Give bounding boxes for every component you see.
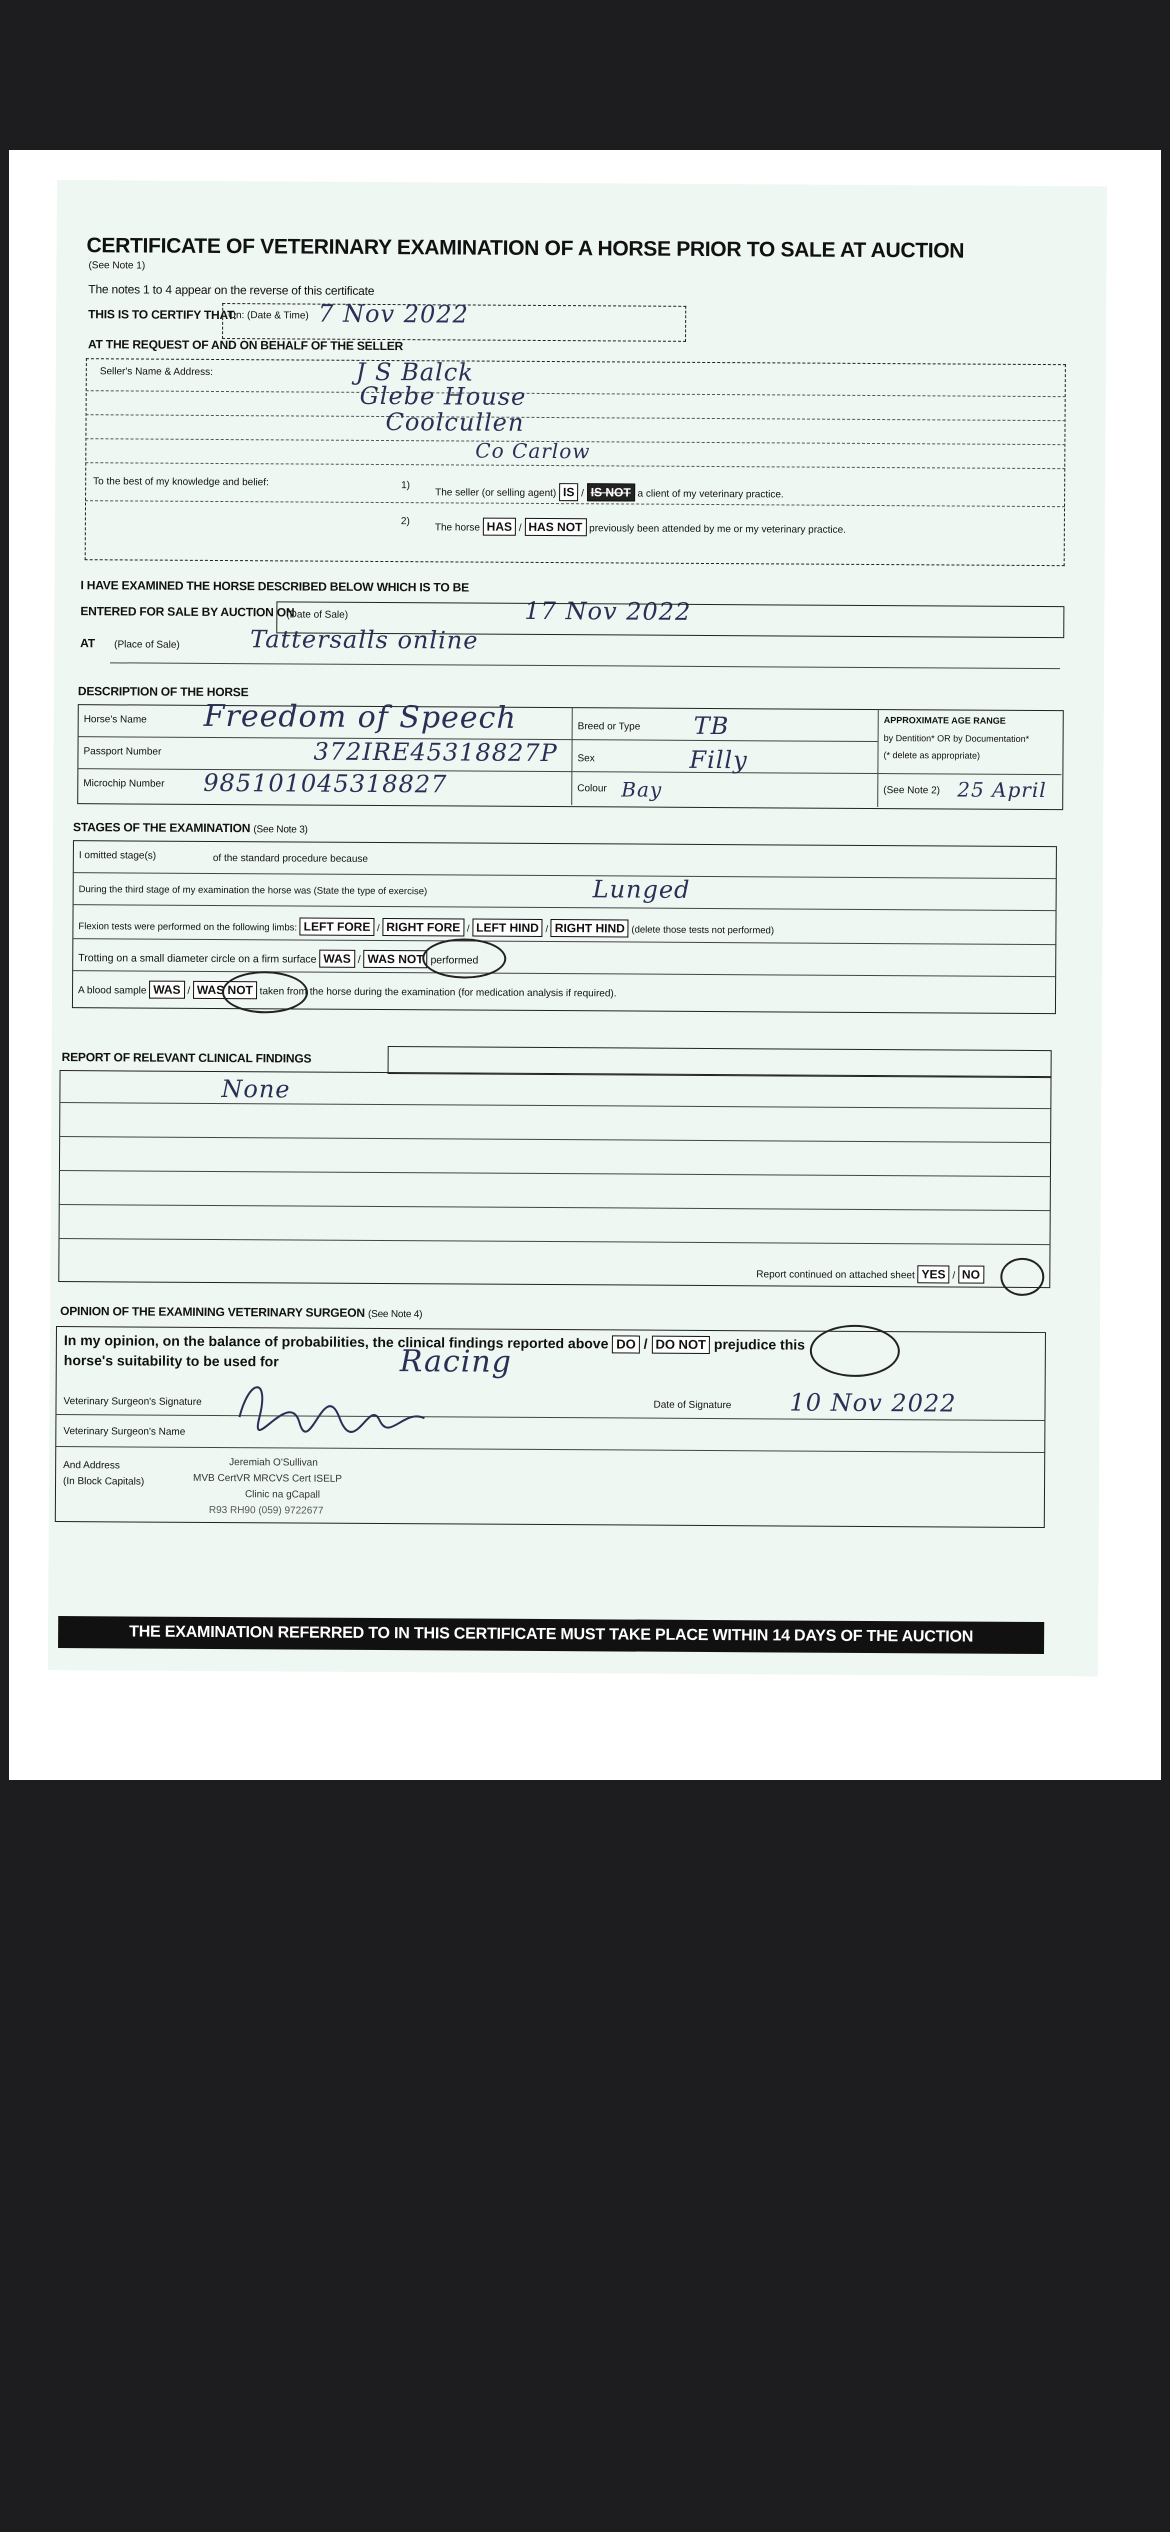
stamp-line-4: R93 RH90 (059) 9722677 <box>208 1504 324 1517</box>
blood-wasnot-option: WAS NOT <box>193 981 257 999</box>
third-stage-label: During the third stage of my examination the horse was (State the type of exercise) <box>78 884 428 898</box>
opinion-note: (See Note 4) <box>367 1308 423 1321</box>
omitted-post: of the standard procedure because <box>212 852 368 865</box>
flexion-pre: Flexion tests were performed on the following limbs: <box>78 921 298 934</box>
certificate-title: CERTIFICATE OF VETERINARY EXAMINATION OF A HORSE PRIOR TO SALE AT AUCTION <box>86 234 965 263</box>
seller-line-1: J S Balck <box>355 357 474 387</box>
right-hind-option: RIGHT HIND <box>551 919 629 937</box>
item2-has-option: HAS <box>483 518 516 536</box>
on-date-label: On: (Date & Time) <box>228 310 309 322</box>
deadline-banner: THE EXAMINATION REFERRED TO IN THIS CERTIFICATE MUST TAKE PLACE WITHIN 14 DAYS OF THE AUCTION <box>58 1616 1044 1654</box>
opinion-donot-option: DO NOT <box>651 1336 710 1354</box>
opinion-do-option: DO <box>612 1335 640 1353</box>
stages-note: (See Note 3) <box>253 824 308 836</box>
item1-isnot-option: IS NOT <box>587 483 635 501</box>
seller-line-4: Co Carlow <box>475 438 591 464</box>
blood-line: A blood sample WAS / WAS NOT taken from the horse during the examination (for medication analysis if required). <box>78 980 617 1001</box>
flexion-post: (delete those tests not performed) <box>631 924 775 937</box>
item1-post: a client of my veterinary practice. <box>637 488 784 501</box>
date-signature-label: Date of Signature <box>653 1399 732 1412</box>
date-signature-value: 10 Nov 2022 <box>789 1388 957 1418</box>
trot-was-option: WAS <box>319 950 354 968</box>
scanned-page <box>9 150 1161 1780</box>
item1-pre: The seller (or selling agent) <box>435 487 557 500</box>
place-value: Tattersalls online <box>250 625 479 655</box>
age-heading: APPROXIMATE AGE RANGE <box>883 715 1006 726</box>
item2-pre: The horse <box>434 522 480 534</box>
item2-hasnot-option: HAS NOT <box>524 518 586 536</box>
opinion-text-post: prejudice this <box>713 1336 806 1353</box>
report-heading: REPORT OF RELEVANT CLINICAL FINDINGS <box>61 1050 312 1066</box>
seller-line-2: Glebe House <box>359 381 527 411</box>
notes-line: The notes 1 to 4 appear on the reverse of this certificate <box>88 282 375 298</box>
right-fore-option: RIGHT FORE <box>382 918 464 937</box>
breed-label: Breed or Type <box>577 721 641 733</box>
report-no-option: NO <box>958 1266 984 1284</box>
horse-name-label: Horse's Name <box>83 714 147 726</box>
blood-pre: A blood sample <box>78 985 147 997</box>
breed-value: TB <box>693 711 730 741</box>
address-label-2: (In Block Capitals) <box>63 1476 145 1488</box>
seller-line-3: Coolcullen <box>385 408 525 437</box>
sex-value: Filly <box>689 745 748 775</box>
trot-wasnot-circle <box>422 938 506 979</box>
opinion-line-1: In my opinion, on the balance of probabilities, the clinical findings reported above DO / DO NOT prejudice this <box>63 1332 806 1353</box>
place-label: (Place of Sale) <box>114 639 180 651</box>
on-date-value: 7 Nov 2022 <box>318 299 469 329</box>
colour-label: Colour <box>577 783 607 795</box>
stages-heading-line <box>73 820 308 835</box>
certificate-document <box>48 180 1107 1676</box>
signature-label: Veterinary Surgeon's Signature <box>63 1396 202 1408</box>
stamp-line-2: MVB CertVR MRCVS Cert ISELP <box>193 1472 343 1485</box>
see-note-1: (See Note 1) <box>88 260 146 272</box>
report-value: None <box>221 1075 291 1104</box>
colour-value: Bay <box>621 777 663 802</box>
trot-post: performed <box>430 954 479 967</box>
signature-scribble <box>229 1367 429 1438</box>
age-value: 25 April <box>957 777 1047 803</box>
opinion-text-1: In my opinion, on the balance of probabilities, the clinical findings reported above <box>63 1332 609 1352</box>
certify-label: THIS IS TO CERTIFY THAT: <box>88 307 237 323</box>
horse-name-value: Freedom of Speech <box>203 698 517 736</box>
left-fore-option: LEFT FORE <box>300 917 375 935</box>
opinion-heading-line <box>60 1304 422 1320</box>
sale-date-value: 17 Nov 2022 <box>524 596 692 626</box>
item2-num: 2) <box>400 516 410 528</box>
examined-heading-1: I HAVE EXAMINED THE HORSE DESCRIBED BELOW WHICH IS TO BE <box>80 578 469 595</box>
sex-label: Sex <box>577 753 595 765</box>
stages-heading: STAGES OF THE EXAMINATION <box>73 820 251 836</box>
at-label: AT <box>80 636 95 651</box>
item1-num: 1) <box>401 480 411 492</box>
report-no-circle <box>1000 1258 1044 1296</box>
age-line-1: by Dentition* OR by Documentation* <box>883 733 1030 744</box>
stamp-line-3: Clinic na gCapall <box>244 1489 321 1501</box>
blood-wasnot-circle <box>222 971 308 1014</box>
surgeon-name-label: Veterinary Surgeon's Name <box>63 1426 186 1438</box>
trot-wasnot-option: WAS NOT <box>364 950 428 968</box>
left-hind-option: LEFT HIND <box>472 919 543 937</box>
report-continued: Report continued on attached sheet <box>756 1269 915 1282</box>
sale-date-label: (Date of Sale) <box>286 609 349 621</box>
seller-label: Seller's Name & Address: <box>99 366 213 378</box>
age-line-2: (* delete as appropriate) <box>883 750 981 761</box>
item2-post: previously been attended by me or my veterinary practice. <box>589 523 846 536</box>
passport-value: 372IRE45318827P <box>313 737 558 768</box>
trot-line: Trotting on a small diameter circle on a firm surface WAS / WAS NOT performed <box>78 948 478 968</box>
examined-heading-2: ENTERED FOR SALE BY AUCTION ON <box>80 604 295 620</box>
item2-line: The horse HAS / HAS NOT previously been attended by me or my veterinary practice. <box>435 517 846 538</box>
third-stage-value: Lunged <box>592 875 691 904</box>
opinion-text-2: horse's suitability to be used for <box>63 1352 279 1370</box>
item1-line: The seller (or selling agent) IS / IS NOT a client of my veterinary practice. <box>435 482 784 502</box>
trot-pre: Trotting on a small diameter circle on a firm surface <box>78 952 317 966</box>
address-label-1: And Address <box>63 1460 120 1472</box>
opinion-donot-circle <box>810 1325 900 1378</box>
blood-post: taken from the horse during the examination (for medication analysis if required). <box>259 986 617 1000</box>
report-continued-line: Report continued on attached sheet YES / NO <box>756 1264 984 1283</box>
microchip-value: 985101045318827 <box>203 768 448 799</box>
stamp-line-1: Jeremiah O'Sullivan <box>229 1457 318 1469</box>
age-note: (See Note 2) <box>883 785 941 797</box>
omitted-pre: I omitted stage(s) <box>78 850 157 862</box>
microchip-label: Microchip Number <box>83 778 165 790</box>
item1-is-option: IS <box>559 483 578 501</box>
knowledge-label: To the best of my knowledge and belief: <box>93 476 269 489</box>
opinion-heading: OPINION OF THE EXAMINING VETERINARY SURGEON <box>60 1304 365 1320</box>
report-yes-option: YES <box>918 1265 950 1283</box>
request-heading: AT THE REQUEST OF AND ON BEHALF OF THE SELLER <box>87 337 404 354</box>
opinion-use-value: Racing <box>399 1344 512 1380</box>
flexion-line: Flexion tests were performed on the following limbs: LEFT FORE / RIGHT FORE / LEFT HIND / RIGHT HIND (delete those tests not performed) <box>78 916 774 938</box>
blood-was-option: WAS <box>149 981 184 999</box>
description-heading: DESCRIPTION OF THE HORSE <box>77 684 249 700</box>
passport-label: Passport Number <box>83 746 162 758</box>
